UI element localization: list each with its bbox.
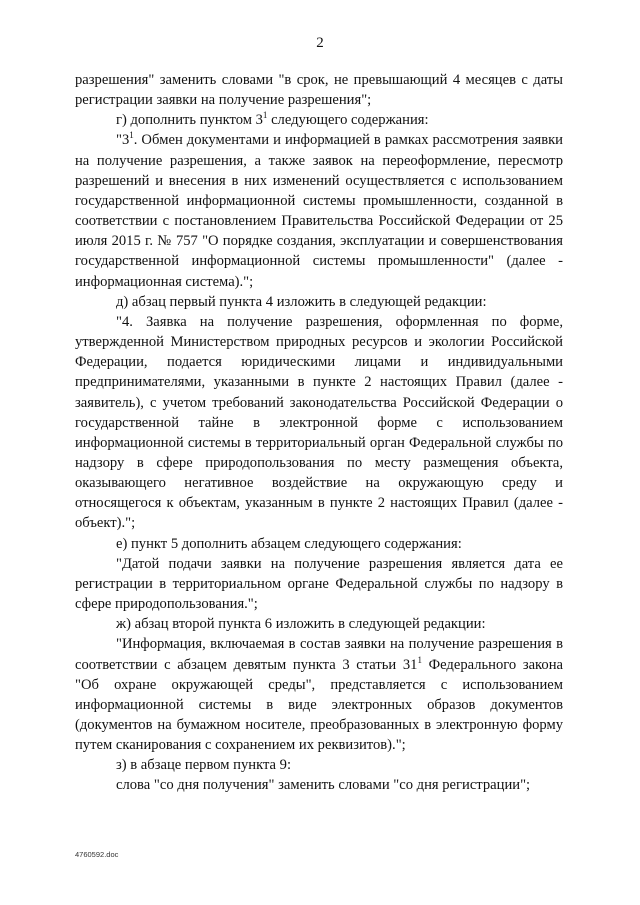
paragraph-amendment-e: е) пункт 5 дополнить абзацем следующего содержания: <box>116 535 462 552</box>
paragraph-amendment-d: д) абзац первый пункта 4 изложить в следующей редакции: <box>116 293 487 310</box>
paragraph-continuation: разрешения" заменить словами "в срок, не превышающий 4 месяцев с даты регистрации заявки на получение разрешения"; <box>75 72 563 109</box>
page-number: 2 <box>316 35 324 51</box>
document-file-code: 4760592.doc <box>75 850 119 859</box>
document-body <box>75 70 563 796</box>
paragraph-clause-5-addition: "Датой подачи заявки на получение разрешения является дата ее регистрации в территориальном органе Федеральной службы по надзору в сфере природопользования."; <box>75 555 563 613</box>
paragraph-clause-6: "Информация, включаемая в состав заявки на получение разрешения в соответствии с абзацем девятым пункта 3 статьи $31^1$ Федерального закона "Об охране окружающей среды", представляется с использованием информационной системы в виде электронных образов документов (документов на бумажном носителе, преобразованных в электронную форму путем сканирования с сохранением их реквизитов)."; <box>75 636 563 754</box>
paragraph-amendment-g: г) дополнить пунктом $3^1$ следующего содержания: <box>116 110 429 129</box>
paragraph-clause-3-1: "$3^1$. Обмен документами и информацией в рамках рассмотрения заявки на получение разрешения, а также заявок на переоформление, пересмотр разрешений и внесения в них изменений осуществляется с использованием государственной информационной системы промышленности, созданной в соответствии с постановлением Правительства Российской Федерации от 25 июля 2015 г. № 757 "О порядке создания, эксплуатации и совершенствования государственной информационной системы промышленности" (далее - информационная система)."; <box>75 130 563 290</box>
paragraph-clause-9-change: слова "со дня получения" заменить словами "со дня регистрации"; <box>116 777 531 794</box>
paragraph-amendment-zh: ж) абзац второй пункта 6 изложить в следующей редакции: <box>116 616 486 633</box>
paragraph-amendment-z: з) в абзаце первом пункта 9: <box>116 757 292 774</box>
paragraph-clause-4: "4. Заявка на получение разрешения, оформленная по форме, утвержденной Министерством природных ресурсов и экологии Российской Федерации, подается юридическими лицами и индивидуальными предпринимателями, указанными в пункте 2 настоящих Правил (далее - заявитель), с учетом требований законодательства Российской Федерации о государственной тайне в электронной форме с использованием информационной системы в территориальный орган Федеральной службы по надзору в сфере природопользования по месту размещения объекта, оказывающего негативное воздействие на окружающую среду и относящегося к объектам, указанным в пункте 2 настоящих Правил (далее - объект)."; <box>75 313 563 532</box>
